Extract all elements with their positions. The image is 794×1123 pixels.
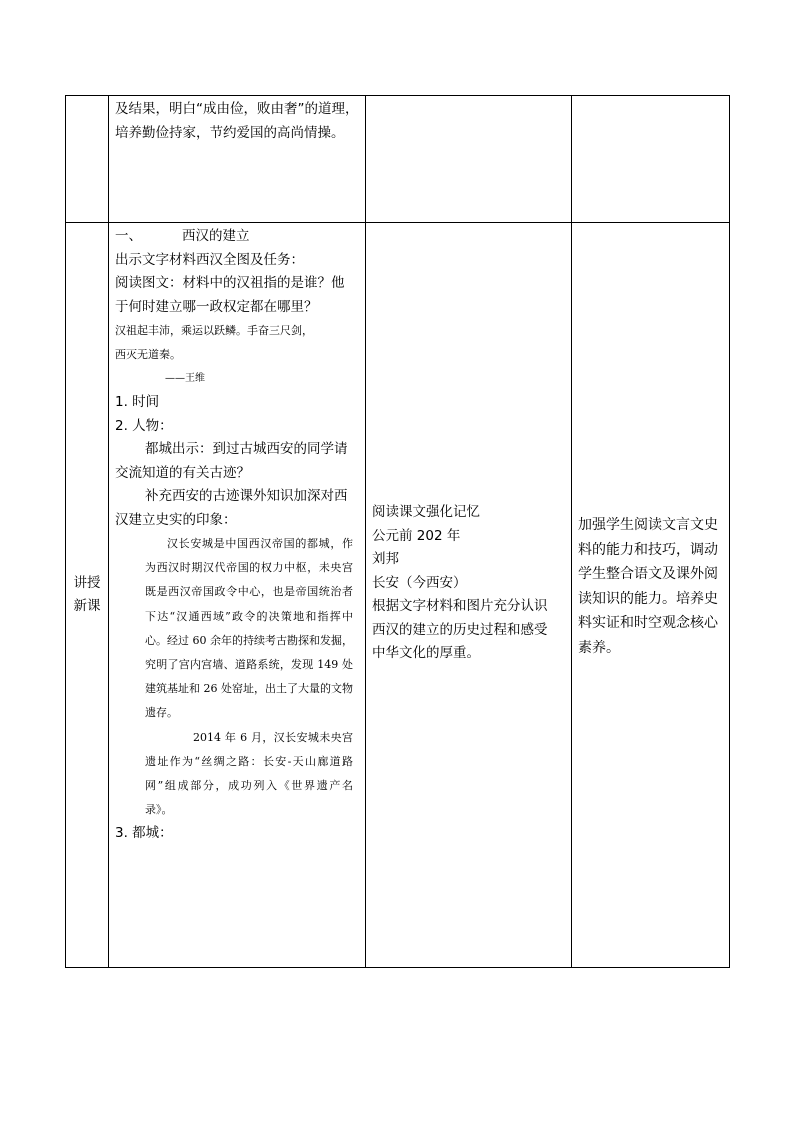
table-row	[66, 96, 730, 223]
text-line: 刘邦	[372, 551, 399, 567]
list-item: 1. 时间	[115, 394, 160, 410]
section-label-line: 新课	[73, 598, 101, 614]
text-line: 中华文化的厚重。	[372, 645, 480, 661]
row1-content-cell	[109, 96, 366, 223]
section-heading	[115, 225, 359, 249]
row1-intent-cell	[572, 96, 730, 223]
section-label-line: 讲授	[73, 575, 101, 591]
text-line: 及结果，明白“成由俭，败由奢”的道理，	[115, 101, 359, 117]
poem-line: 汉祖起丰沛，乘运以跃鳞。手奋三尺剑，	[115, 324, 313, 337]
section-label-cell	[66, 223, 109, 968]
text-line: 补充西安的古迹课外知识加深对西	[145, 488, 348, 504]
text-line: 培养勤俭持家，节约爱国的高尚情操。	[115, 124, 345, 141]
poem-line: 西灭无道秦。	[115, 348, 181, 361]
text-line: 加强学生阅读文言文史	[578, 517, 718, 533]
heading-text: 西汉的建立	[182, 228, 250, 244]
task-line: 阅读图文：材料中的汉祖指的是谁？他	[115, 275, 345, 291]
text-line: 素养。	[578, 639, 620, 656]
teaching-content-cell	[109, 223, 366, 968]
poem-author: ——王维	[165, 373, 205, 384]
list-item: 2. 人物：	[115, 417, 173, 434]
list-item: 3. 都城：	[115, 825, 173, 842]
text-line: 学生整合语文及课外阅	[578, 566, 718, 582]
text-line: 长安（今西安）	[372, 574, 467, 591]
table-row	[66, 223, 730, 968]
reading-paragraph: 2014 年 6 月，汉长安城未央宫遗址作为“丝绸之路：长安-天山廊道路网”组成部分，成功列入《世界遗产名录》。	[145, 730, 353, 817]
text-line: 料实证和时空观念核心	[578, 615, 718, 631]
text-line: 出示文字材料西汉全图及任务：	[115, 251, 304, 268]
row1-label-cell	[66, 96, 109, 223]
text-line: 交流知道的有关古迹？	[115, 464, 250, 481]
student-activity-cell	[366, 223, 572, 968]
text-line: 公元前 202 年	[372, 527, 461, 544]
text-line: 读知识的能力。培养史	[578, 590, 718, 607]
lesson-plan-table	[65, 95, 730, 968]
text-line: 都城出示：到过古城西安的同学请	[145, 441, 348, 457]
text-line: 根据文字材料和图片充分认识	[372, 598, 548, 614]
text-line: 料的能力和技巧，调动	[578, 541, 718, 558]
row1-activity-cell	[366, 96, 572, 223]
text-line: 汉建立史实的印象：	[115, 511, 237, 528]
reading-paragraph: 汉长安城是中国西汉帝国的都城，作为西汉时期汉代帝国的权力中枢，未央宫既是西汉帝国政令中心，也是帝国统治者下达“汉通西域”政令的决策地和指挥中心。经过 60 余年的持续考古勘探和发掘，究明了宫内宫墙、道路系统，发现 149 处建筑基址和 26 处窑址，出土了大量的文物遗存。	[145, 537, 353, 720]
text-line: 阅读课文强化记忆	[372, 504, 480, 520]
task-line: 于何时建立哪一政权定都在哪里？	[115, 298, 318, 315]
heading-number: 一、	[115, 228, 142, 244]
design-intent-cell	[572, 223, 730, 968]
text-line: 西汉的建立的历史过程和感受	[372, 621, 548, 638]
